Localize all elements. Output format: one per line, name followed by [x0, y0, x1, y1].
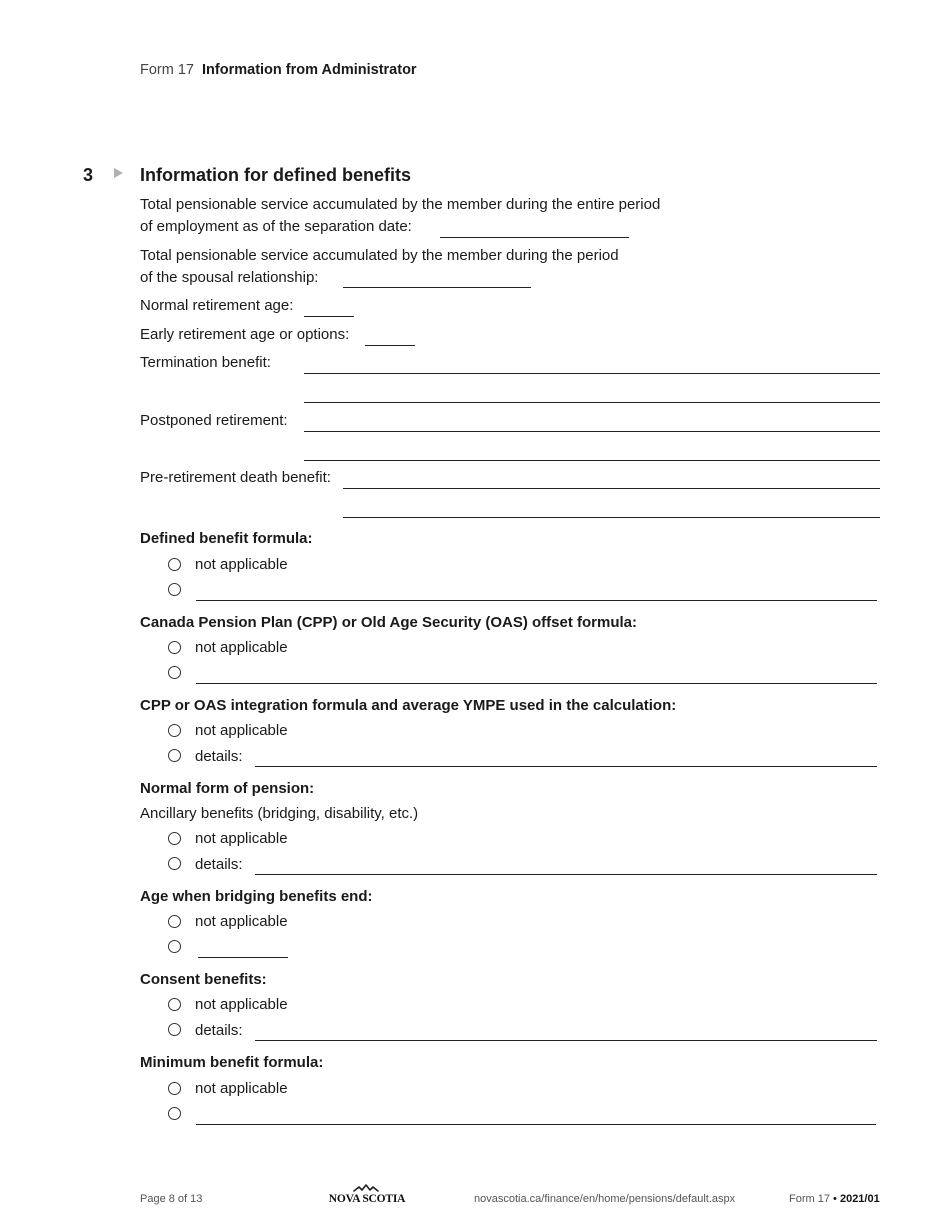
spousal-service-input[interactable] — [343, 270, 531, 288]
form-title: Information from Administrator — [202, 62, 417, 78]
pre-retirement-death-underline-2 — [343, 517, 880, 518]
postponed-retirement-underline-2 — [304, 460, 880, 461]
early-retirement-input[interactable] — [365, 328, 415, 346]
footer-form-label: Form 17 — [789, 1193, 830, 1205]
minimum-benefit-other-radio[interactable] — [168, 1107, 181, 1120]
ancillary-not-applicable-label: not applicable — [195, 830, 288, 847]
section-title: Information for defined benefits — [140, 165, 412, 185]
consent-details-radio[interactable] — [168, 1023, 181, 1036]
termination-benefit-input[interactable] — [304, 356, 880, 403]
cpp-oas-integration-not-applicable-radio[interactable] — [168, 724, 181, 737]
ancillary-details-radio[interactable] — [168, 857, 181, 870]
logo-emblem-icon — [351, 1184, 381, 1193]
minimum-benefit-title: Minimum benefit formula: — [140, 1054, 324, 1071]
footer-url[interactable]: novascotia.ca/finance/en/home/pensions/default.aspx — [474, 1193, 736, 1205]
defined-benefit-other-radio[interactable] — [168, 583, 181, 596]
total-service-input[interactable] — [440, 220, 629, 238]
normal-retirement-age-input[interactable] — [304, 299, 354, 317]
spousal-service-underline — [343, 287, 531, 288]
minimum-benefit-not-applicable-label: not applicable — [195, 1080, 288, 1097]
consent-details-input[interactable] — [255, 1023, 877, 1041]
footer-form-date: 2021/01 — [839, 1193, 880, 1205]
minimum-benefit-other-input[interactable] — [196, 1107, 876, 1125]
cpp-oas-offset-title: Canada Pension Plan (CPP) or Old Age Security (OAS) offset formula: — [140, 614, 638, 631]
consent-details-underline — [255, 1040, 877, 1041]
cpp-oas-offset-other-input[interactable] — [196, 666, 877, 684]
defined-benefit-other-input[interactable] — [196, 583, 877, 601]
footer-page-number: Page 8 of 13 — [140, 1193, 203, 1205]
ancillary-details-underline — [255, 874, 877, 875]
minimum-benefit-other-underline — [196, 1124, 876, 1125]
bridging-age-other-radio[interactable] — [168, 940, 181, 953]
early-retirement-underline — [365, 345, 415, 346]
defined-benefit-formula-title: Defined benefit formula: — [140, 530, 313, 547]
defined-benefit-other-underline — [196, 600, 877, 601]
early-retirement-label: Early retirement age or options: — [140, 326, 350, 343]
ancillary-benefits-label: Ancillary benefits (bridging, disability, etc.) — [140, 805, 419, 822]
consent-not-applicable-label: not applicable — [195, 996, 288, 1013]
bridging-age-not-applicable-radio[interactable] — [168, 915, 181, 928]
spousal-service-label-line2: of the spousal relationship: — [140, 269, 319, 286]
cpp-oas-integration-details-underline — [255, 766, 877, 767]
minimum-benefit-not-applicable-radio[interactable] — [168, 1082, 181, 1095]
page-header — [140, 61, 417, 79]
cpp-oas-offset-other-radio[interactable] — [168, 666, 181, 679]
cpp-oas-offset-not-applicable-radio[interactable] — [168, 641, 181, 654]
ancillary-details-label: details: — [195, 856, 243, 873]
bridging-age-title: Age when bridging benefits end: — [140, 888, 373, 905]
bridging-age-not-applicable-label: not applicable — [195, 913, 288, 930]
ancillary-not-applicable-radio[interactable] — [168, 832, 181, 845]
postponed-retirement-underline-1 — [304, 431, 880, 432]
cpp-oas-integration-details-label: details: — [195, 748, 243, 765]
postponed-retirement-input[interactable] — [304, 414, 880, 461]
pre-retirement-death-label: Pre-retirement death benefit: — [140, 469, 331, 486]
total-service-label-line2: of employment as of the separation date: — [140, 218, 412, 235]
footer-form-info — [789, 1193, 880, 1206]
bridging-age-other-input[interactable] — [198, 940, 288, 958]
total-service-label-line1: Total pensionable service accumulated by the member during the entire period — [140, 196, 661, 213]
normal-retirement-age-underline — [304, 316, 354, 317]
consent-not-applicable-radio[interactable] — [168, 998, 181, 1011]
defined-benefit-not-applicable-label: not applicable — [195, 556, 288, 573]
section-arrow-icon — [114, 168, 123, 178]
total-service-underline — [440, 237, 629, 238]
nova-scotia-logo — [327, 1184, 407, 1206]
consent-benefits-title: Consent benefits: — [140, 971, 267, 988]
termination-benefit-label: Termination benefit: — [140, 354, 271, 371]
form-number: Form 17 — [140, 62, 194, 78]
cpp-oas-offset-not-applicable-label: not applicable — [195, 639, 288, 656]
section-number: 3 — [83, 165, 94, 185]
consent-details-label: details: — [195, 1022, 243, 1039]
termination-benefit-underline-1 — [304, 373, 880, 374]
normal-retirement-age-label: Normal retirement age: — [140, 297, 294, 314]
cpp-oas-integration-title: CPP or OAS integration formula and average YMPE used in the calculation: — [140, 697, 677, 714]
bridging-age-other-underline — [198, 957, 288, 958]
normal-form-title: Normal form of pension: — [140, 780, 315, 797]
ancillary-details-input[interactable] — [255, 857, 877, 875]
cpp-oas-integration-not-applicable-label: not applicable — [195, 722, 288, 739]
termination-benefit-underline-2 — [304, 402, 880, 403]
pre-retirement-death-underline-1 — [343, 488, 880, 489]
spousal-service-label-line1: Total pensionable service accumulated by the member during the period — [140, 247, 619, 264]
postponed-retirement-label: Postponed retirement: — [140, 412, 288, 429]
logo-wordmark: NOVA SCOTIA — [328, 1193, 406, 1205]
defined-benefit-not-applicable-radio[interactable] — [168, 558, 181, 571]
cpp-oas-integration-details-radio[interactable] — [168, 749, 181, 762]
cpp-oas-integration-details-input[interactable] — [255, 749, 877, 767]
pre-retirement-death-input[interactable] — [343, 471, 880, 518]
footer-bullet: • — [833, 1193, 837, 1205]
cpp-oas-offset-other-underline — [196, 683, 877, 684]
